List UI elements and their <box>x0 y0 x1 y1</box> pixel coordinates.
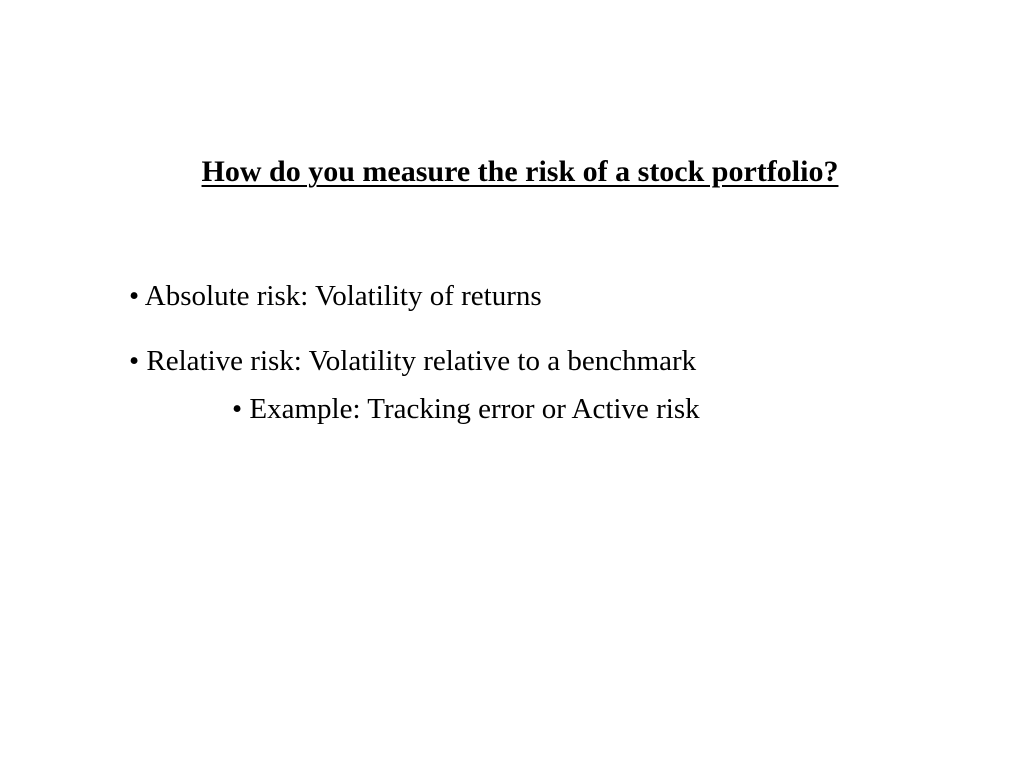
sub-bullet-example: • Example: Tracking error or Active risk <box>232 393 700 425</box>
bullet-absolute-risk: • Absolute risk: Volatility of returns <box>129 280 542 312</box>
bullet-relative-risk: • Relative risk: Volatility relative to a benchmark <box>129 345 697 377</box>
slide-title: How do you measure the risk of a stock portfolio? <box>201 155 839 188</box>
